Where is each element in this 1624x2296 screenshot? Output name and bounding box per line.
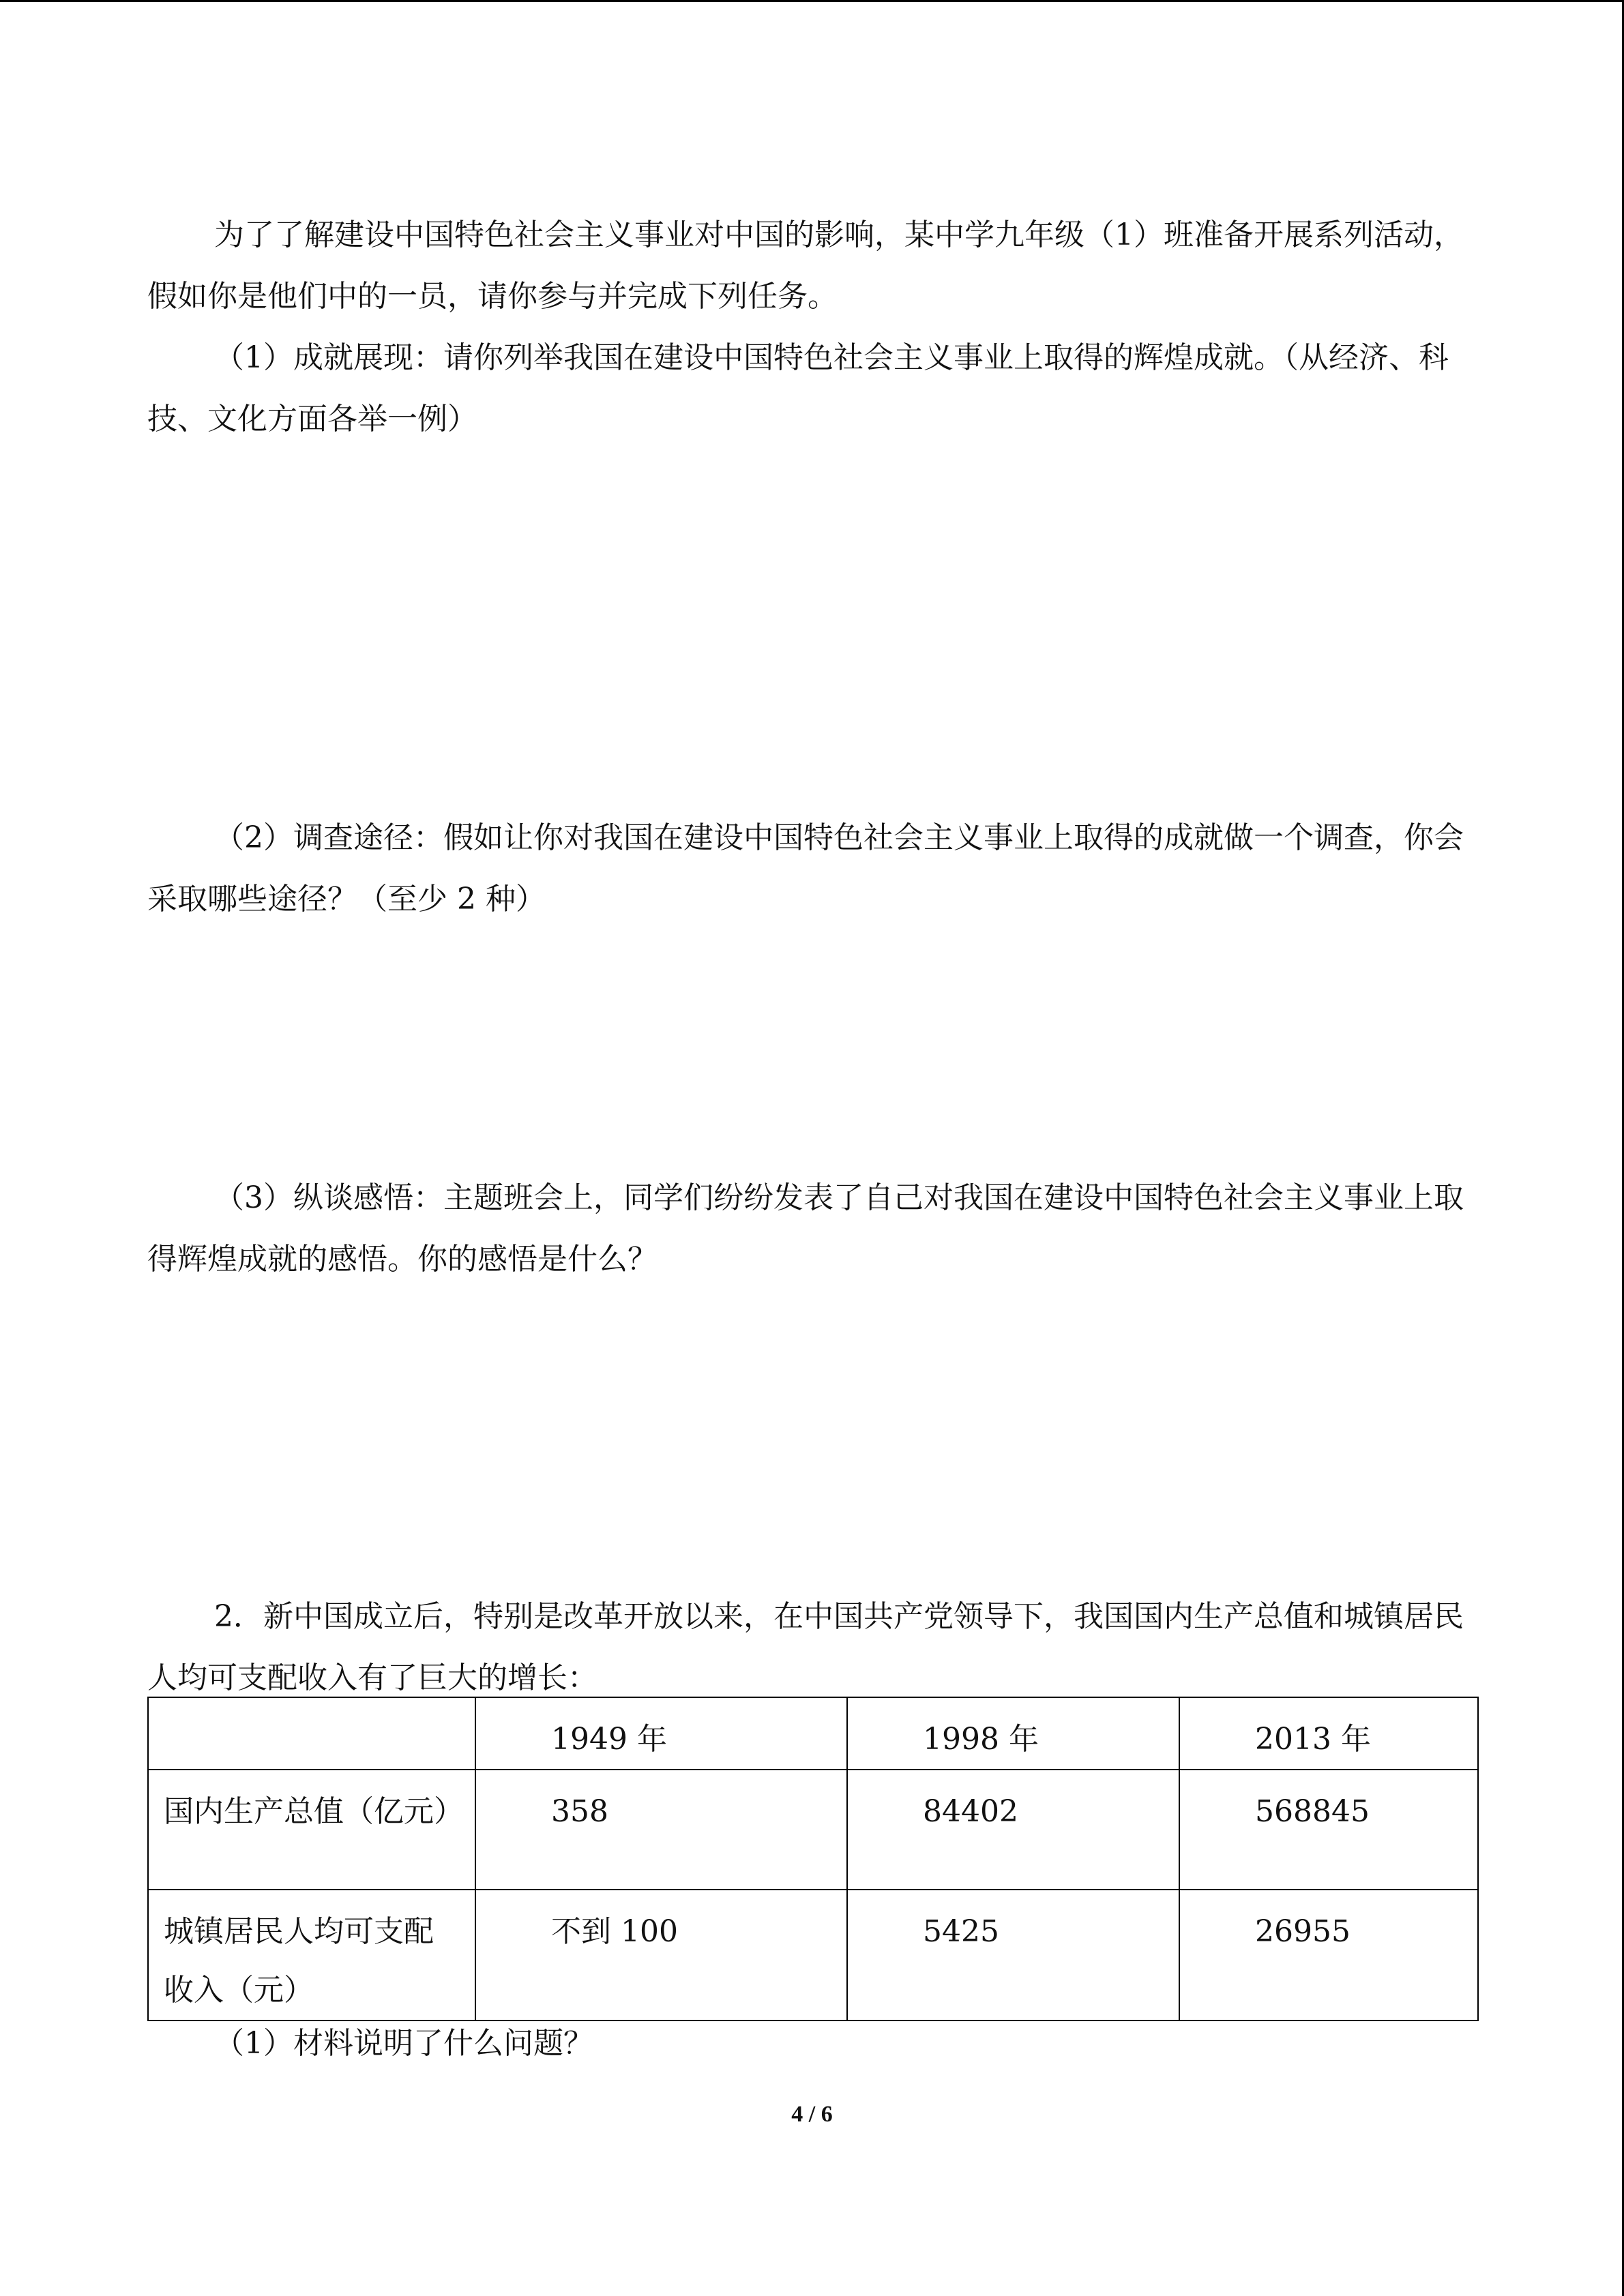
table-cell: 26955	[1179, 1890, 1478, 2021]
table-header-cell: 2013 年	[1179, 1697, 1478, 1770]
table-header-row	[148, 1697, 1478, 1770]
top-border	[0, 0, 1624, 2]
table-cell: 5425	[847, 1890, 1179, 2021]
table-cell: 不到 100	[475, 1890, 847, 2021]
question1-sub3: （3）纵谈感悟：主题班会上，同学们纷纷发表了自己对我国在建设中国特色社会主义事业上取得辉煌成就的感悟。你的感悟是什么？	[147, 1180, 1464, 1277]
table-row-label: 城镇居民人均可支配收入（元）	[148, 1890, 475, 2021]
table-header-cell: 1949 年	[475, 1697, 847, 1770]
question2-intro: 2．新中国成立后，特别是改革开放以来，在中国共产党领导下，我国国内生产总值和城镇居民人均可支配收入有了巨大的增长：	[147, 1599, 1464, 1695]
gdp-income-table	[147, 1697, 1479, 2021]
table-header-cell	[148, 1697, 475, 1770]
table-header-cell: 1998 年	[847, 1697, 1179, 1770]
table-cell: 568845	[1179, 1770, 1478, 1890]
table-row	[148, 1890, 1478, 2021]
question1-sub2: （2）调查途径：假如让你对我国在建设中国特色社会主义事业上取得的成就做一个调查，你会采取哪些途径？（至少 2 种）	[147, 820, 1464, 916]
table-row	[148, 1770, 1478, 1890]
table-cell: 358	[475, 1770, 847, 1890]
question1-sub1: （1）成就展现：请你列举我国在建设中国特色社会主义事业上取得的辉煌成就。（从经济、科技、文化方面各举一例）	[147, 340, 1449, 436]
question2-sub1: （1）材料说明了什么问题？	[214, 2026, 593, 2061]
page-number: 4 / 6	[791, 2102, 833, 2127]
table-row-label: 国内生产总值（亿元）	[148, 1770, 475, 1890]
table-cell: 84402	[847, 1770, 1179, 1890]
question1-intro: 为了了解建设中国特色社会主义事业对中国的影响，某中学九年级（1）班准备开展系列活动，假如你是他们中的一员，请你参与并完成下列任务。	[147, 218, 1464, 314]
